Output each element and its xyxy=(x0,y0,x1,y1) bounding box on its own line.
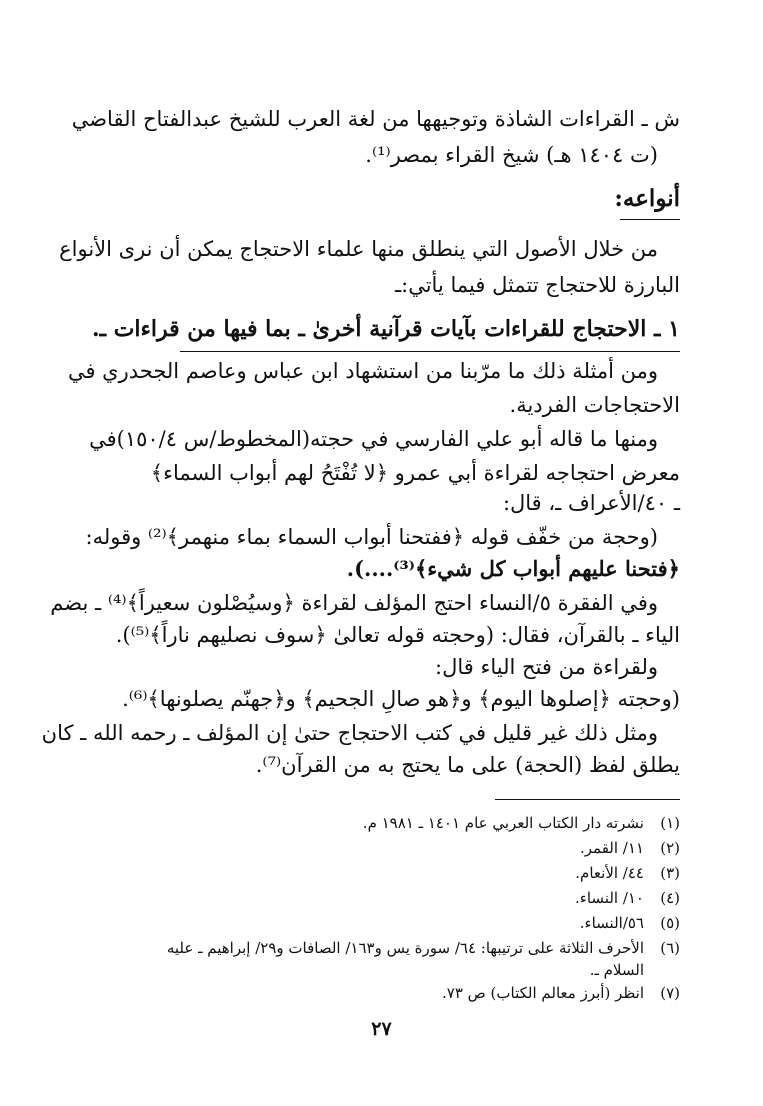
footnote-1 xyxy=(128,812,680,834)
footnote-6-continued xyxy=(128,959,680,981)
footnote-number: (٦) xyxy=(660,939,680,957)
footnote-number: (٢) xyxy=(660,839,680,857)
body-line-10: ولقراءة من فتح الياء قال: xyxy=(435,655,658,679)
body-line-8: وفي الفقرة ٥/النساء احتج المؤلف لقراءة ﴿وسيُصْلون سعيراً﴾⁽⁴⁾ ـ بضم xyxy=(50,591,658,615)
section-intro-line-1: من خلال الأصول التي ينطلق منها علماء الاحتجاج يمكن أن نرى الأنواع xyxy=(59,237,658,261)
footnote-text: نشرته دار الكتاب العربي عام ١٤٠١ ـ ١٩٨١ م. xyxy=(362,814,644,832)
footnote-number: (١) xyxy=(660,814,680,832)
subheading: ١ ـ الاحتجاج للقراءات بآيات قرآنية أخرىٰ ـ بما فيها من قراءات ـ. xyxy=(91,316,680,342)
body-line-9: الياء ـ بالقرآن، فقال: (وحجته قوله تعالىٰ ﴿سوف نصليهم ناراً﴾⁽⁵⁾). xyxy=(115,623,680,647)
footnote-text: ١٠/ النساء. xyxy=(575,889,644,907)
footnote-7 xyxy=(128,982,680,1004)
body-line-6: (وحجة من خفّف قوله ﴿ففتحنا أبواب السماء بماء منهمر﴾⁽²⁾ وقوله: xyxy=(85,525,658,549)
section-title: أنواعه: xyxy=(614,185,680,212)
footnote-4 xyxy=(128,887,680,909)
footnote-2 xyxy=(128,837,680,859)
footnote-5 xyxy=(128,912,680,934)
footnote-text: انظر (أبرز معالم الكتاب) ص ٧٣. xyxy=(441,984,644,1002)
body-line-7: ﴿فتحنا عليهم أبواب كل شيء﴾⁽³⁾....). xyxy=(346,556,680,581)
footnote-text: ٤٤/ الأنعام. xyxy=(575,864,644,882)
section-title-underline xyxy=(620,219,680,220)
body-line-12: ومثل ذلك غير قليل في كتب الاحتجاج حتىٰ إن المؤلف ـ رحمه الله ـ كان xyxy=(41,721,658,745)
footnote-text: ١١/ القمر. xyxy=(580,839,644,857)
page-number: ٢٧ xyxy=(371,1018,392,1040)
body-line-5: ـ ٤٠/الأعراف ـ، قال: xyxy=(502,491,680,515)
footnote-separator xyxy=(495,799,680,800)
body-text xyxy=(41,356,680,777)
section-heading-block xyxy=(128,184,680,220)
subheading-block xyxy=(91,314,680,350)
body-line-13: يطلق لفظ (الحجة) على ما يحتج به من القرآن⁽⁷⁾. xyxy=(255,753,680,777)
body-line-2: الاحتجاجات الفردية. xyxy=(509,393,680,417)
intro-line-1: ش ـ القراءات الشاذة وتوجيهها من لغة العرب للشيخ عبدالفتاح القاضي xyxy=(71,107,680,131)
footnote-text: الأحرف الثلاثة على ترتيبها: ٦٤/ سورة يس و١٦٣/ الصافات و٢٩/ إبراهيم ـ عليه xyxy=(166,939,644,957)
body-line-1: ومن أمثلة ذلك ما مرّبنا من استشهاد ابن عباس وعاصم الجحدري في xyxy=(67,359,658,383)
footnote-text: ٥٦/النساء. xyxy=(579,914,644,932)
body-line-11: (وحجته ﴿إصلوها اليوم﴾ و﴿هو صالِ الجحيم﴾ و﴿جهنّم يصلونها﴾⁽⁶⁾. xyxy=(122,687,680,711)
section-intro-line-2: البارزة للاحتجاج تتمثل فيما يأتي:ـ xyxy=(394,273,680,297)
footnote-number: (٣) xyxy=(660,864,680,882)
intro-paragraph xyxy=(71,104,680,174)
footnote-3 xyxy=(128,862,680,884)
body-line-4: معرض احتجاجه لقراءة أبي عمرو ﴿لا تُفْتَحُ لهم أبواب السماء﴾ xyxy=(150,461,680,485)
footnote-6 xyxy=(128,937,680,959)
body-line-3: ومنها ما قاله أبو علي الفارسي في حجته(المخطوط/س ١٥٠/٤)في xyxy=(89,427,658,451)
section-intro-paragraph xyxy=(59,234,680,304)
footnote-text: السلام ـ. xyxy=(589,961,644,979)
subheading-underline xyxy=(180,351,680,352)
footnote-number: (٧) xyxy=(660,984,680,1002)
intro-line-2: (ت ١٤٠٤ هـ) شيخ القراء بمصر⁽¹⁾. xyxy=(365,143,658,167)
footnote-number: (٤) xyxy=(660,889,680,907)
footnote-number: (٥) xyxy=(660,914,680,932)
footnotes xyxy=(128,812,680,1002)
